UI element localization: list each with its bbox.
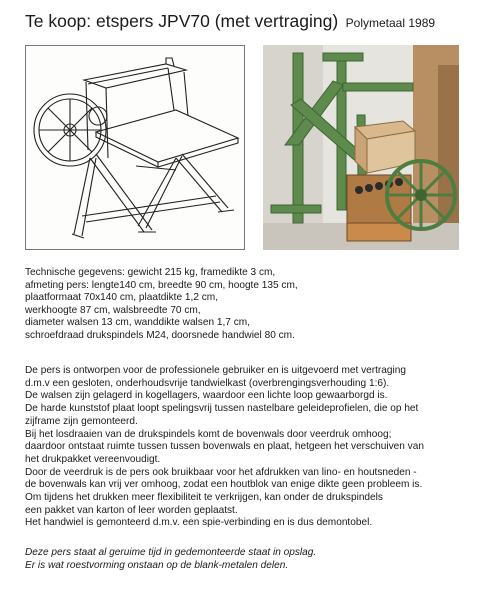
description-line: Om tijdens het drukken meer flexibiliteit te verkrijgen, kan onder de drukspindels <box>25 492 383 504</box>
spec-line: diameter walsen 13 cm, wanddikte walsen 1,7 cm, <box>25 317 250 329</box>
spec-line: werkhoogte 87 cm, walsbreedte 70 cm, <box>25 304 201 316</box>
description <box>25 365 465 530</box>
technical-specs <box>25 267 465 343</box>
press-photo-svg <box>263 45 459 250</box>
description-line: de bovenwals kan vrij ver omhoog, zodat een houtblok van enige dikte geen probleem is. <box>25 479 423 491</box>
description-line: zijframe zijn gemonteerd. <box>25 415 138 427</box>
description-line: d.m.v een gesloten, onderhoudsvrije tandwielkast (overbrengingsverhouding 1:6). <box>25 377 390 389</box>
spec-line: schroefdraad drukspindels M24, doorsnede handwiel 80 cm. <box>25 329 295 341</box>
spec-line: Technische gegevens: gewicht 215 kg, framedikte 3 cm, <box>25 267 276 278</box>
spec-line: afmeting pers: lengte140 cm, breedte 90 cm, hoogte 135 cm, <box>25 279 298 291</box>
description-line: Bij het losdraaien van de drukspindels komt de bovenwals door veerdruk omhoog; <box>25 428 392 440</box>
storage-note <box>25 547 465 572</box>
description-line: het drukpakket vereenvoudigt. <box>25 453 161 465</box>
title-subtitle: Polymetaal 1989 <box>345 16 436 30</box>
press-drawing-svg <box>26 46 244 249</box>
note-line: Er is wat roestvorming onstaan op de blank-metalen delen. <box>25 559 289 571</box>
description-line: De pers is ontworpen voor de professionele gebruiker en is uitgevoerd met vertraging <box>25 365 406 376</box>
press-line-drawing <box>25 45 245 250</box>
description-line: Door de veerdruk is de pers ook bruikbaar voor het afdrukken van lino- en houtsneden - <box>25 466 417 478</box>
description-line: daardoor ontstaat ruimte tussen tussen bovenwals en plaat, hetgeen het verschuiven van <box>25 441 424 453</box>
description-line: De harde kunststof plaat loopt spelingsvrij tussen nastelbare geleideprofielen, die op het <box>25 403 419 415</box>
title-main: Te koop: etspers JPV70 (met vertraging) <box>25 11 339 31</box>
description-line: De walsen zijn gelagerd in kogellagers, waardoor een lichte loop gewaarborgd is. <box>25 390 388 402</box>
press-photo <box>263 45 459 250</box>
description-line: een pakket van karton of leer worden geplaatst. <box>25 504 238 516</box>
page-title <box>25 11 435 32</box>
spec-line: plaatformaat 70x140 cm, plaatdikte 1,2 cm, <box>25 292 219 304</box>
description-line: Het handwiel is gemonteerd d.m.v. een spie-verbinding en is dus demontobel. <box>25 517 373 529</box>
note-line: Deze pers staat al geruime tijd in gedemonteerde staat in opslag. <box>25 547 317 558</box>
